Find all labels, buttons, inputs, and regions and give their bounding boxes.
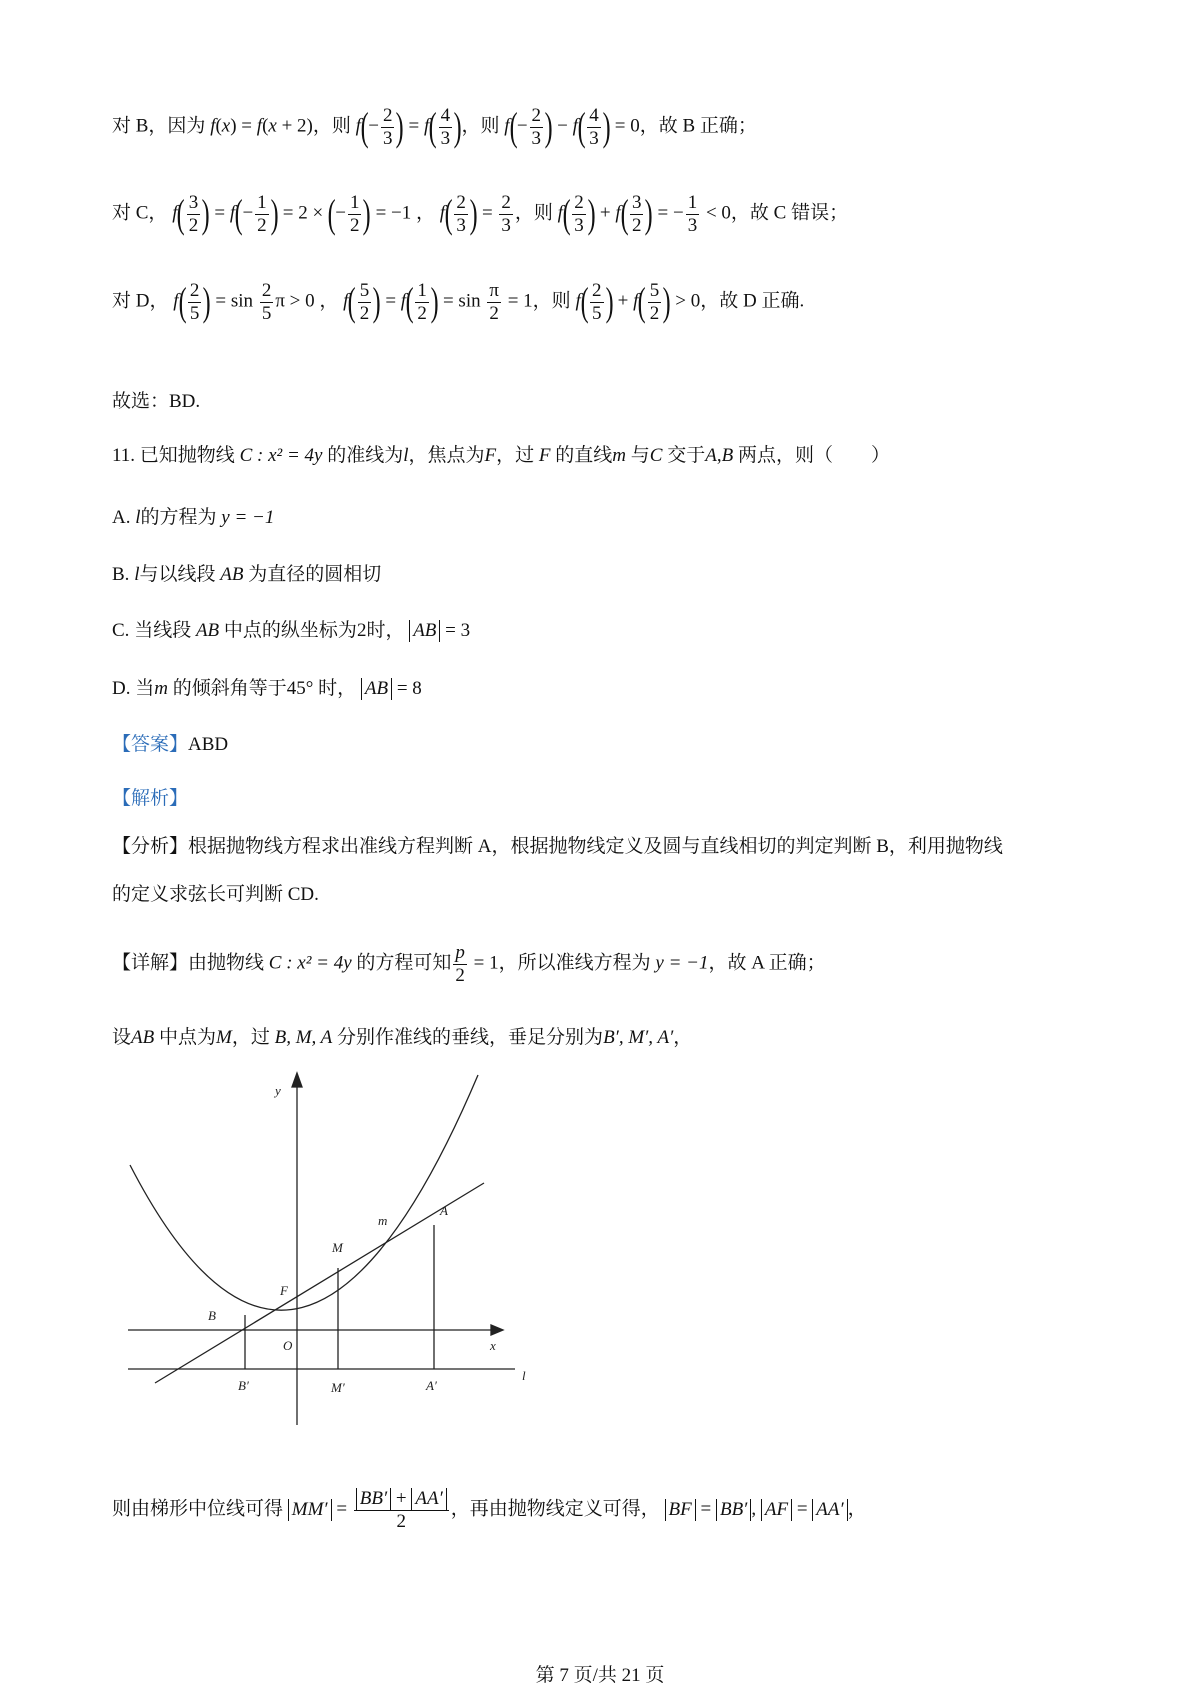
parabola-figure <box>120 1065 540 1435</box>
answer-value: ABD <box>188 734 229 755</box>
label-B: B <box>208 1308 216 1323</box>
label-y: y <box>275 1083 281 1098</box>
label-F: F <box>280 1283 288 1298</box>
y-axis-arrow <box>292 1073 302 1087</box>
label-Ap: A′ <box>426 1378 437 1393</box>
detail-line: 【详解】由抛物线 C : x² = 4y 的方程可知 $\frac{p}{2}$ = 1，所以准线方程为 y = −1，故 A 正确； <box>112 942 826 986</box>
formula-b-cond: f <box>210 115 216 137</box>
parabola-curve <box>130 1075 478 1310</box>
answer-line <box>112 735 228 754</box>
label-Bp: B′ <box>238 1378 249 1393</box>
line-option-c: 对 C， f( $\frac{3}{2}$ ) = f(− $\frac{1}{2}$ ) = 2 × (− $\frac{1}{2}$ ) = −1 ， f( $\frac{2}{3}$ ) = $\frac{2}{3}$ ，则 f( $\frac{2}{3}$ ) + f( $\frac{3}{2}$ ) = − $\frac{1}{3}$ < 0，故 C 错误； <box>112 191 849 237</box>
x-axis-arrow <box>491 1325 503 1335</box>
label-O: O <box>283 1338 293 1353</box>
analysis-line-1: 【分析】根据抛物线方程求出准线方程判断 A，根据抛物线定义及圆与直线相切的判定判断 B，利用抛物线 <box>112 836 1003 857</box>
label-A: A <box>440 1203 448 1218</box>
label-x: x <box>490 1338 496 1353</box>
setup-line: 设AB 中点为M，过 B, M, A 分别作准线的垂线，垂足分别为B′, M′, A′， <box>112 1027 693 1048</box>
question-11: 11. 已知抛物线 C : x² = 4y 的准线为l，焦点为F，过 F 的直线m 与C 交于A,B 两点，则（ ） <box>112 445 890 466</box>
conclusion-line: 则由梯形中位线可得 MM′ = $\frac{BB' + AA'}{2}$ ，再由抛物线定义可得， BF = BB′ , AF = AA′ ， <box>112 1488 867 1532</box>
option-d: D. 当m 的倾斜角等于45° 时， AB = 8 <box>112 678 422 699</box>
line-option-d: 对 D， f( $\frac{2}{5}$ ) = sin $\frac{2}{5}$ π > 0 ， f( $\frac{5}{2}$ ) = f( $\frac{1}{2}$ ) = sin $\frac{\pi}{2}$ = 1，则 f( $\frac{2}{5}$ ) + f( $\frac{5}{2}$ ) > 0，故 D 正确. <box>112 279 805 325</box>
label-m: m <box>378 1213 388 1228</box>
label-M: M <box>332 1240 343 1255</box>
option-c: C. 当线段 AB 中点的纵坐标为2时， AB = 3 <box>112 620 471 641</box>
answer-tag: 【答案】 <box>112 734 189 755</box>
analysis-tag: 【解析】 <box>112 788 189 809</box>
option-a: A. l的方程为 y = −1 <box>112 507 275 528</box>
label-Mp: M′ <box>331 1380 345 1395</box>
choice-line: 故选：BD. <box>112 391 201 412</box>
option-b: B. l与以线段 AB 为直径的圆相切 <box>112 564 382 585</box>
analysis-line-2: 的定义求弦长可判断 CD. <box>112 884 319 905</box>
page-footer: 第 7 页/共 21 页 <box>535 1665 665 1686</box>
line-option-b: 对 B，因为 f(x) = f(x + 2)，则 f(− $\frac{2}{3}$ ) = f( $\frac{4}{3}$ )，则 f(− $\frac{2}{3}$ ) − f( $\frac{4}{3}$ ) = 0，故 B 正确； <box>112 104 757 150</box>
label-l: l <box>522 1368 526 1383</box>
